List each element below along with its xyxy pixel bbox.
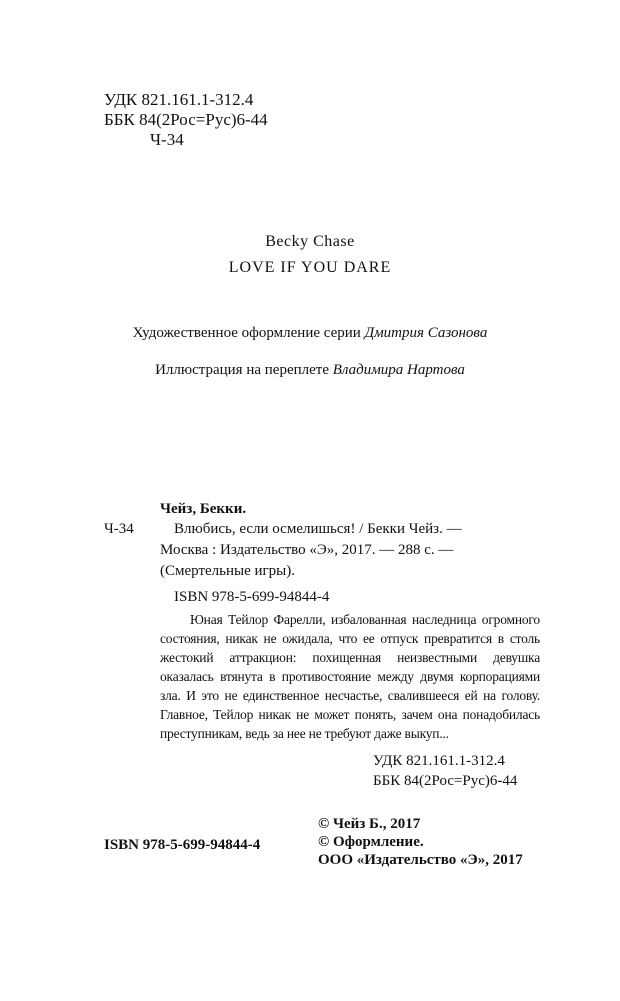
bib-line-1: Влюбись, если осмелишься! / Бекки Чейз. — (174, 521, 462, 537)
bib-bbk: ББК 84(2Рос=Рус)6-44 (373, 773, 518, 789)
series-design-name: Дмитрия Сазонова (364, 325, 488, 341)
illustration-name: Владимира Нартова (332, 362, 465, 378)
original-title: LOVE IF YOU DARE (228, 259, 392, 276)
footer-isbn: ISBN 978-5-699-94844-4 (104, 837, 261, 853)
header-udk: УДК 821.161.1-312.4 (104, 90, 254, 109)
bib-author: Чейз, Бекки. (160, 501, 247, 517)
bib-udk: УДК 821.161.1-312.4 (373, 753, 505, 769)
illustration-credit (0, 361, 620, 380)
bib-isbn: ISBN 978-5-699-94844-4 (174, 589, 330, 605)
bib-code: Ч-34 (104, 521, 134, 537)
bib-line-3: (Смертельные игры). (160, 563, 296, 579)
series-design-prefix: Художественное оформление серии (132, 325, 361, 341)
illustration-prefix: Иллюстрация на переплете (155, 362, 329, 378)
copyright-author: © Чейз Б., 2017 (318, 816, 421, 832)
copyright-design: © Оформление. (318, 834, 424, 850)
bib-line-2: Москва : Издательство «Э», 2017. — 288 с. — (160, 542, 454, 558)
header-code: Ч-34 (150, 130, 184, 149)
series-design-credit (0, 324, 620, 343)
original-author: Becky Chase (265, 233, 355, 250)
copyright-publisher: ООО «Издательство «Э», 2017 (318, 852, 523, 868)
bib-annotation: Юная Тейлор Фарелли, избалованная наследница огромного состояния, никак не ожидала, что ее отпуск превратится в столь жестокий аттракцион: похищенная неизвестными девушка оказалась втянута в противостояние между двумя корпорациями зла. И это не единственное несчастье, свалившееся ей на голову. Главное, Тейлор никак не может понять, зачем она понадобилась преступникам, ведь за нее не требуют даже выкуп... (160, 612, 540, 741)
header-bbk: ББК 84(2Рос=Рус)6-44 (104, 110, 268, 129)
